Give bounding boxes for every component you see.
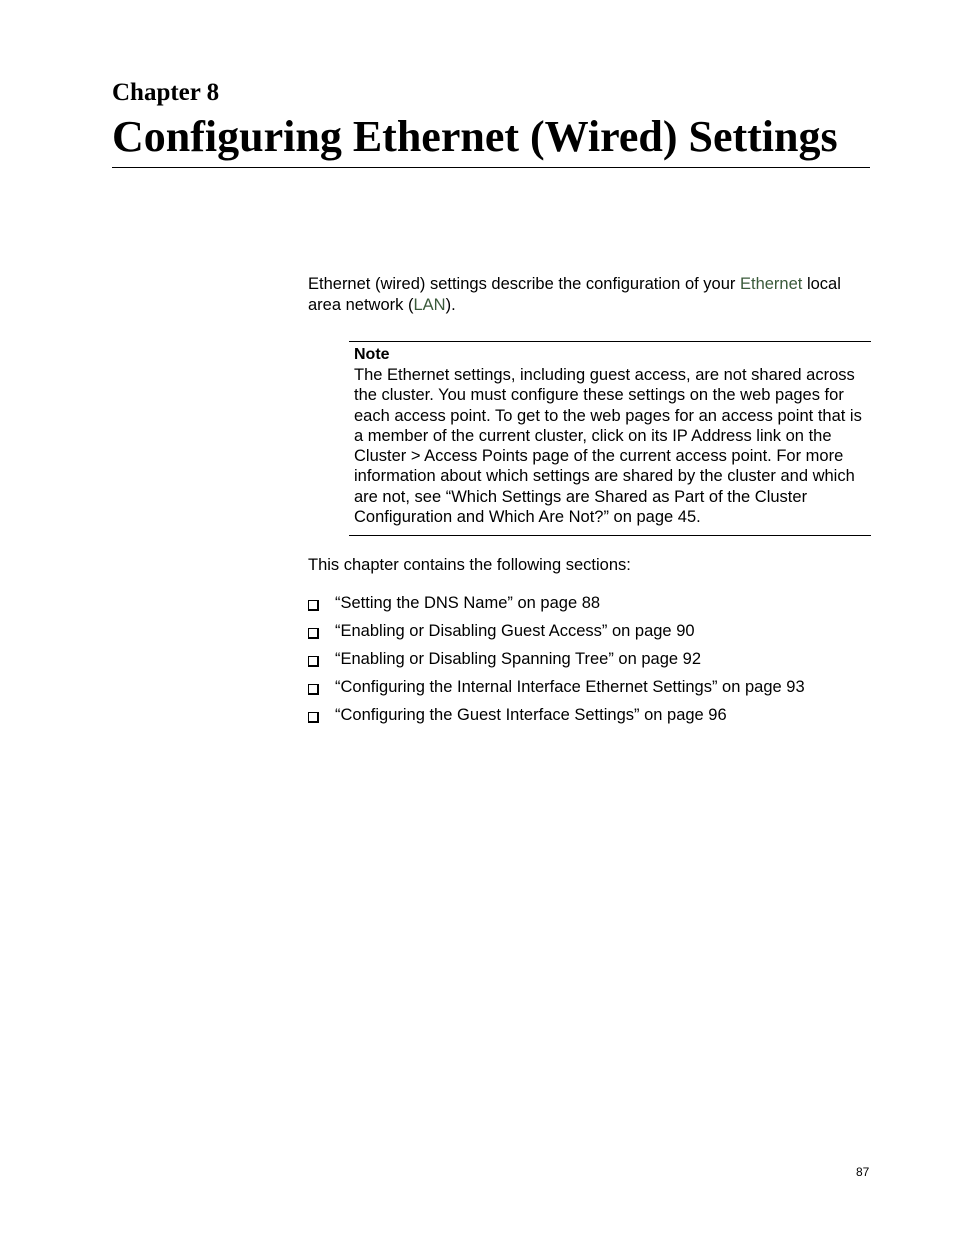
checkbox-bullet-icon (308, 684, 319, 695)
section-list-item[interactable] (308, 593, 805, 621)
note-heading: Note (354, 346, 390, 363)
chapter-title: Configuring Ethernet (Wired) Settings (112, 112, 838, 161)
chapter-label: Chapter 8 (112, 79, 220, 106)
lan-link[interactable]: LAN (413, 296, 446, 314)
ethernet-link[interactable]: Ethernet (739, 275, 803, 293)
section-link[interactable]: “Enabling or Disabling Guest Access” on page 90 (335, 622, 695, 640)
section-list-item[interactable] (308, 677, 805, 705)
section-list-item[interactable] (308, 621, 805, 649)
checkbox-bullet-icon (308, 656, 319, 667)
sections-intro: This chapter contains the following sections: (308, 556, 631, 574)
checkbox-bullet-icon (308, 628, 319, 639)
note-box (349, 341, 871, 536)
section-list (308, 593, 805, 733)
section-list-item[interactable] (308, 649, 805, 677)
intro-text-before: Ethernet (wired) settings describe the configuration of your (308, 275, 740, 293)
section-list-item[interactable] (308, 705, 805, 733)
page-number: 87 (856, 1165, 870, 1179)
section-link[interactable]: “Configuring the Guest Interface Settings” on page 96 (335, 706, 727, 724)
intro-paragraph (308, 274, 873, 316)
intro-text-after: ). (445, 296, 456, 314)
checkbox-bullet-icon (308, 712, 319, 723)
section-link[interactable]: “Setting the DNS Name” on page 88 (335, 594, 601, 612)
checkbox-bullet-icon (308, 600, 319, 611)
section-link[interactable]: “Configuring the Internal Interface Ethernet Settings” on page 93 (335, 678, 805, 696)
title-divider (112, 167, 870, 168)
note-text: The Ethernet settings, including guest access, are not shared across the cluster. You must configure these settings on the web pages for each access point. To get to the web pages for an access point that is a member of the current cluster, click on its IP Address link on the Cluster > Access Points page of the current access point. For more information about which settings are shared by the cluster and which are not, see “Which Settings are Shared as Part of the Cluster Configuration and Which Are Not?” on page 45. (354, 366, 862, 527)
section-link[interactable]: “Enabling or Disabling Spanning Tree” on page 92 (335, 650, 701, 668)
intro-text-middle: local area network ( (308, 275, 841, 314)
